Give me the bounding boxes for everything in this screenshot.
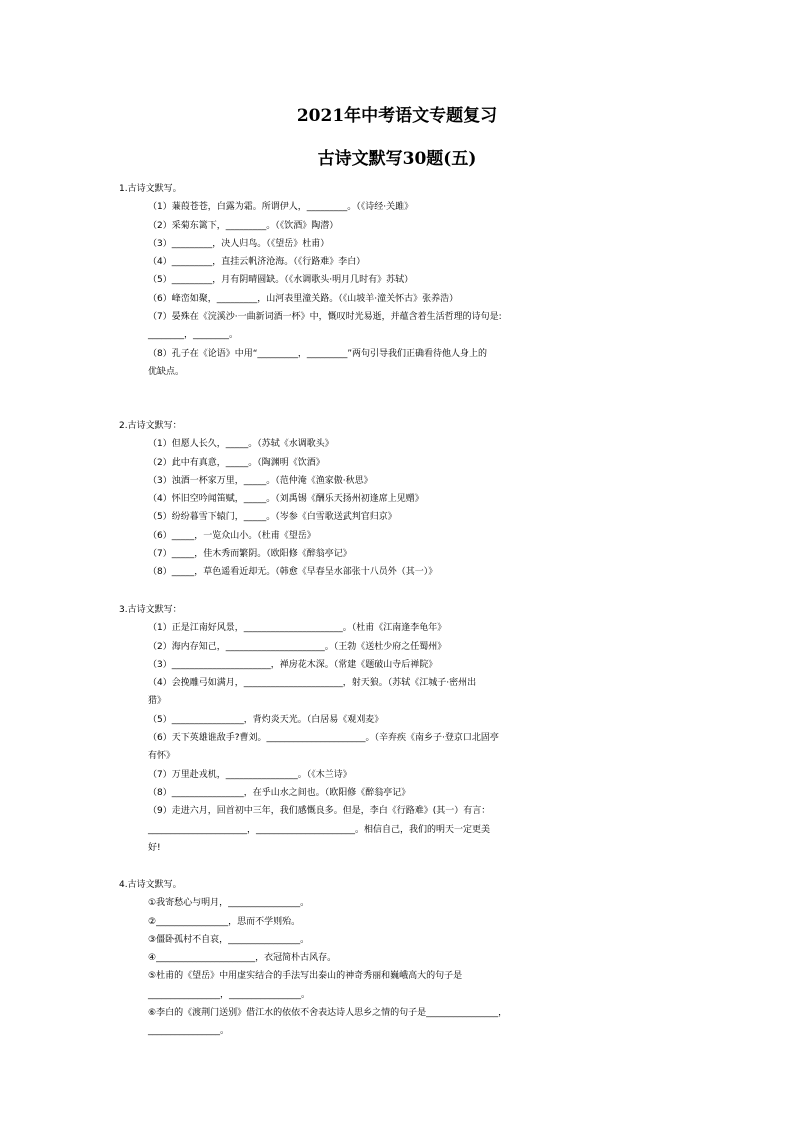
question-item: ⑥李白的《渡荆门送别》借江水的依依不舍表达诗人思乡之情的句子是________________， — [148, 1008, 508, 1019]
question-item: （5）_________，月有阴晴圆缺。（《水调歌头·明月几时有》苏轼） — [148, 275, 414, 286]
question-item: （8）孔子在《论语》中用“_________，_________”两句引导我们正确看待他人身上的 — [148, 348, 488, 359]
question-item: ②________________，思而不学则殆。 — [148, 916, 301, 927]
page-title: 2021年中考语文专题复习 — [296, 106, 498, 126]
question-item: （5）________________，背灼炎天光。（白居易《观刈麦》 — [148, 714, 384, 725]
question-item: （7）万里赴戎机，________________。（《木兰诗》 — [148, 769, 352, 780]
question-item: （1）但愿人长久，_____。（苏轼《水调歌头》 — [148, 439, 334, 450]
question-item: ①我寄愁心与明月，________________。 — [148, 898, 310, 909]
question-3 — [119, 601, 709, 857]
question-item: （4）_________，直挂云帆济沧海。（《行路难》李白） — [148, 257, 366, 268]
question-item: （9）走进六月，回首初中三年，我们感慨良多。但是，李白《行路难》(其一）有言： — [148, 806, 491, 817]
question-item-continuation: ______________________，______________________。相信自己，我们的明天一定更美 — [148, 824, 491, 835]
question-item: （5）纷纷暮雪下辕门，_____。（岑参《白雪歌送武判官归京》 — [148, 512, 397, 523]
question-heading: 1.古诗文默写。 — [119, 184, 182, 194]
question-item: （2）此中有真意，_____。（陶渊明《饮酒》 — [148, 457, 325, 468]
question-item: （3）_________，决人归鸟。（《望岳》杜甫） — [148, 238, 330, 249]
question-item-continuation: 猎》 — [148, 696, 167, 707]
question-item-continuation: ________________。 — [148, 1026, 230, 1037]
question-item-continuation: 优缺点。 — [148, 366, 185, 377]
question-item-continuation: 有怀》 — [148, 751, 176, 762]
question-item: （3）浊酒一杯家万里，_____。（范仲淹《渔家傲·秋思》 — [148, 475, 373, 486]
question-item-continuation: ________，________。 — [148, 330, 239, 341]
question-item: （3）______________________，禅房花木深。（常建《题破山寺后禅院》 — [148, 659, 438, 670]
question-heading: 2.古诗文默写： — [119, 421, 182, 431]
question-item-continuation: 好! — [148, 842, 161, 853]
page-subtitle: 古诗文默写30题(五) — [317, 149, 477, 169]
question-item: （6）天下英雄谁敌手?曹刘。______________________。（辛弃疾《南乡子·登京口北固亭 — [148, 733, 499, 744]
question-1 — [119, 180, 709, 381]
question-item: ⑤杜甫的《望岳》中用虚实结合的手法写出泰山的神奇秀丽和巍峨高大的句子是 — [148, 971, 463, 982]
question-item: （4）怀旧空吟闻笛赋，_____。（刘禹锡《酬乐天扬州初逢席上见赠》 — [148, 494, 424, 505]
question-item: （8）_____，草色遥看近却无。（韩愈《早春呈水部张十八员外（其一）》 — [148, 567, 438, 578]
question-item: ④______________________，衣冠简朴古风存。 — [148, 953, 337, 964]
question-item: （6）峰峦如聚，_________，山河表里潼关路。（《山坡羊·潼关怀古》张养浩） — [148, 293, 459, 304]
question-item: （6）_____，一览众山小。（杜甫《望岳》 — [148, 530, 316, 541]
question-item: （7）_____，佳木秀而繁阴。（欧阳修《醉翁亭记》 — [148, 549, 352, 560]
question-2 — [119, 417, 709, 582]
question-item: （4）会挽雕弓如满月，______________________，射天狼。（苏轼《江城子·密州出 — [148, 678, 477, 689]
question-item: （2）采菊东篱下，_________。（《饮酒》陶潜） — [148, 220, 339, 231]
question-item: （8）________________，在乎山水之间也。（欧阳修《醉翁亭记》 — [148, 787, 411, 798]
question-item: （2）海内存知己，______________________。（王勃《送杜少府之任蜀州》 — [148, 641, 447, 652]
question-heading: 3.古诗文默写： — [119, 605, 182, 615]
question-item: （1）正是江南好风景，______________________。（杜甫《江南逢李龟年》 — [148, 623, 447, 634]
question-heading: 4.古诗文默写。 — [119, 880, 182, 890]
question-item: （7）晏殊在《浣溪沙·一曲新词酒一杯》中，慨叹时光易逝，并蕴含着生活哲理的诗句是: — [148, 312, 502, 323]
question-item: （1）蒹葭苍苍，白露为霜。所谓伊人，_________。（《诗经·关雎》 — [148, 202, 414, 213]
question-item-continuation: ________________，________________。 — [148, 989, 311, 1000]
question-item: ③僵卧孤村不自哀，________________。 — [148, 934, 310, 945]
question-4 — [119, 876, 709, 1041]
